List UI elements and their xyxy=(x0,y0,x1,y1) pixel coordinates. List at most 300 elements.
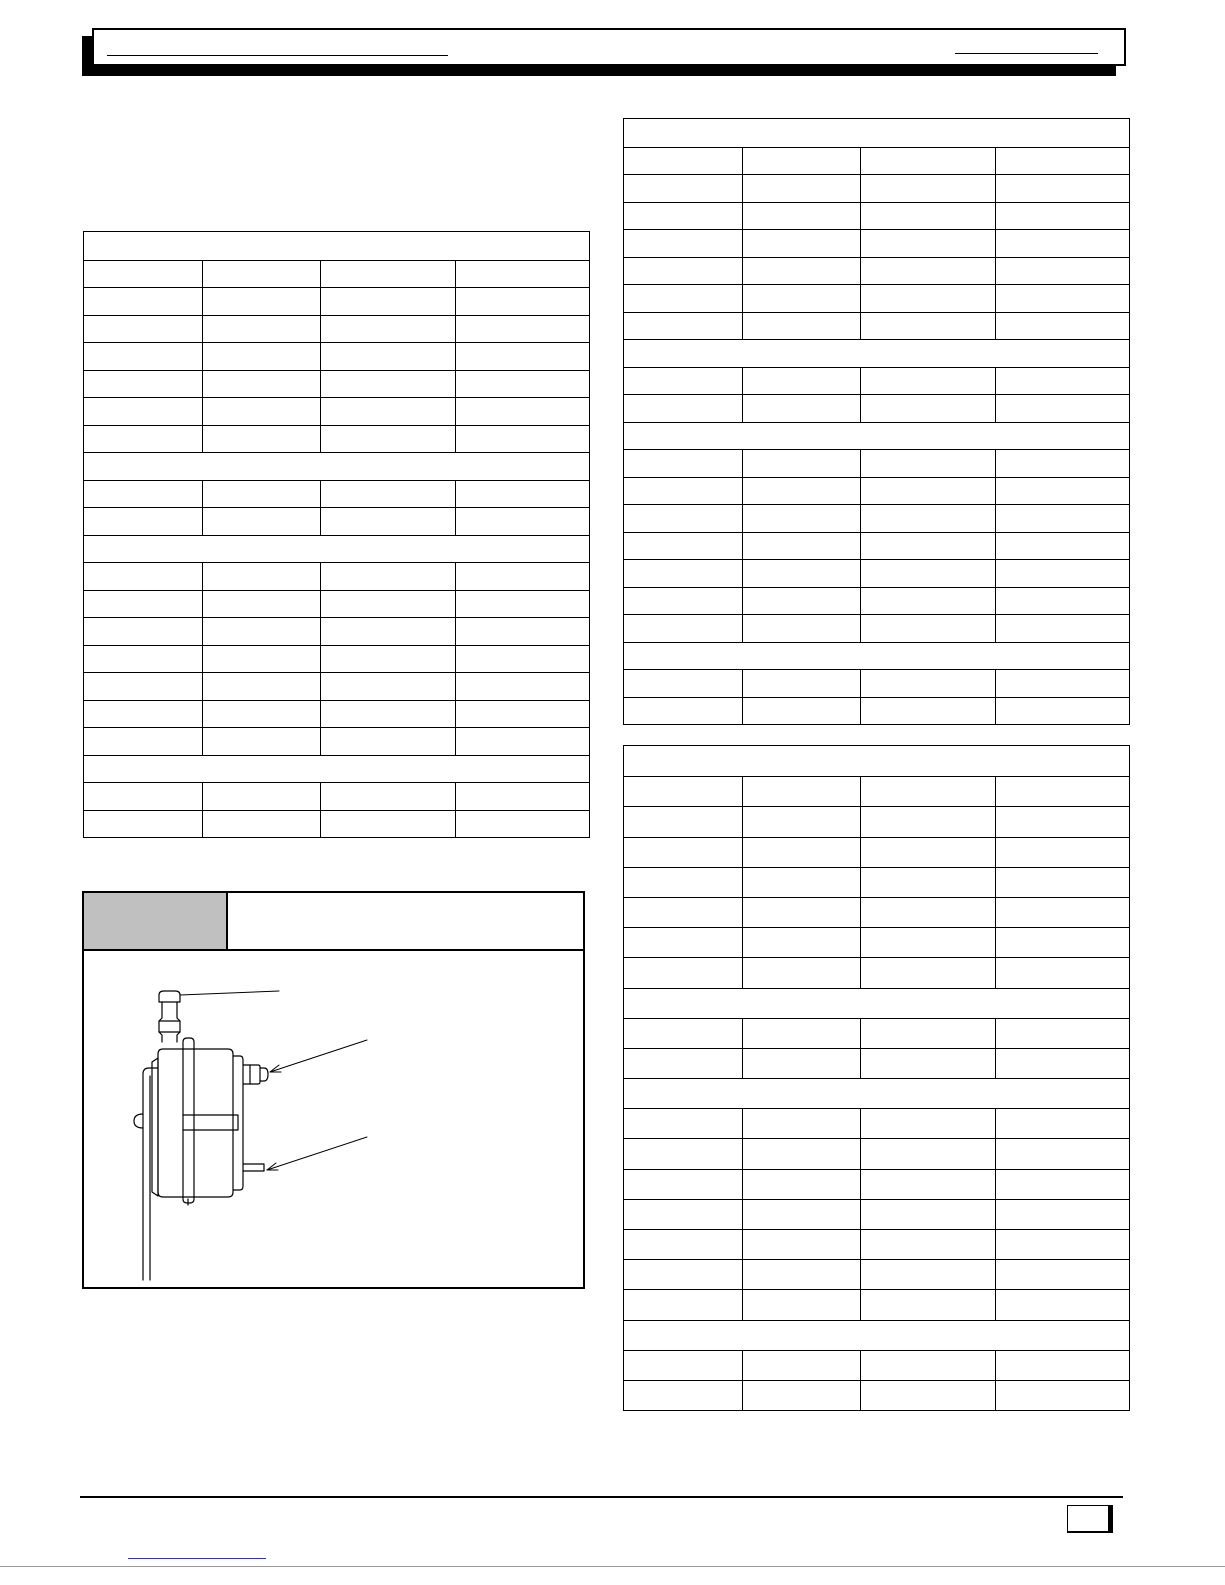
table-cell xyxy=(624,175,742,202)
table-row xyxy=(624,174,1129,202)
table-cell xyxy=(742,868,861,897)
table-cell xyxy=(860,230,994,257)
table-section-title-row xyxy=(624,339,1129,367)
table-cell xyxy=(624,807,742,836)
table-cell xyxy=(624,1200,742,1229)
table-cell xyxy=(455,398,589,425)
table-cell xyxy=(860,777,994,806)
header-banner xyxy=(92,28,1126,66)
table-section-title xyxy=(624,1321,1129,1350)
table-cell xyxy=(320,371,454,398)
table-cell xyxy=(995,1109,1129,1138)
table-cell xyxy=(860,258,994,285)
pressure-port xyxy=(243,1065,268,1084)
table-cell xyxy=(84,288,202,315)
table-cell xyxy=(320,398,454,425)
table-cell xyxy=(995,1260,1129,1289)
table-cell xyxy=(860,588,994,615)
table-row xyxy=(624,776,1129,806)
table-cell xyxy=(995,203,1129,230)
table-row xyxy=(84,425,589,453)
table-cell xyxy=(742,1049,861,1078)
table-section-title xyxy=(624,423,1129,450)
table-cell xyxy=(202,426,321,453)
table-cell xyxy=(202,371,321,398)
table-cell xyxy=(84,481,202,508)
table-cell xyxy=(624,1049,742,1078)
table-row xyxy=(624,257,1129,285)
table-cell xyxy=(995,838,1129,867)
table-cell xyxy=(742,588,861,615)
table-row xyxy=(624,504,1129,532)
table-cell xyxy=(320,343,454,370)
table-cell xyxy=(455,316,589,343)
table-cell xyxy=(84,673,202,700)
table-cell xyxy=(742,258,861,285)
table-cell xyxy=(202,343,321,370)
table-section-title-row xyxy=(624,1320,1129,1350)
table-row xyxy=(624,1048,1129,1078)
table-section-title-row xyxy=(84,232,589,260)
table-cell xyxy=(860,838,994,867)
header-title-rule xyxy=(107,55,448,56)
table-cell xyxy=(742,533,861,560)
table-cell xyxy=(995,1351,1129,1380)
table-cell xyxy=(860,313,994,340)
table-row xyxy=(624,957,1129,987)
table-section-title-row xyxy=(84,452,589,480)
table-cell xyxy=(455,481,589,508)
table-cell xyxy=(202,481,321,508)
footer-rule xyxy=(80,1496,1123,1498)
table-row xyxy=(624,202,1129,230)
table-cell xyxy=(455,261,589,288)
table-row xyxy=(84,700,589,728)
table-cell xyxy=(84,261,202,288)
table-section-title-row xyxy=(624,642,1129,670)
table-cell xyxy=(624,928,742,957)
table-cell xyxy=(84,783,202,810)
table-cell xyxy=(742,1200,861,1229)
table-cell xyxy=(995,560,1129,587)
table-row xyxy=(84,810,589,838)
table-cell xyxy=(742,1351,861,1380)
table-row xyxy=(84,287,589,315)
table-cell xyxy=(455,728,589,755)
table-cell xyxy=(995,615,1129,642)
table-cell xyxy=(742,560,861,587)
table-cell xyxy=(995,505,1129,532)
table-cell xyxy=(995,1230,1129,1259)
table-cell xyxy=(202,646,321,673)
table-cell xyxy=(742,807,861,836)
table-cell xyxy=(624,450,742,477)
table-cell xyxy=(455,371,589,398)
table-cell xyxy=(742,395,861,422)
table-cell xyxy=(860,395,994,422)
table-row xyxy=(624,312,1129,340)
table-cell xyxy=(742,1290,861,1319)
table-cell xyxy=(742,698,861,725)
table-cell xyxy=(742,175,861,202)
table-cell xyxy=(624,1381,742,1410)
table-cell xyxy=(995,1200,1129,1229)
table-cell xyxy=(995,670,1129,697)
table-cell xyxy=(624,203,742,230)
table-cell xyxy=(455,426,589,453)
table-cell xyxy=(995,868,1129,897)
table-cell xyxy=(860,478,994,505)
table-cell xyxy=(995,1049,1129,1078)
table-cell xyxy=(624,258,742,285)
table-cell xyxy=(320,783,454,810)
table-cell xyxy=(995,395,1129,422)
table-cell xyxy=(860,1381,994,1410)
table-row xyxy=(84,397,589,425)
table-row xyxy=(624,367,1129,395)
table-section-title xyxy=(624,340,1129,367)
footer-link[interactable] xyxy=(128,1558,266,1559)
table-row xyxy=(624,532,1129,560)
table-cell xyxy=(860,560,994,587)
table-cell xyxy=(455,343,589,370)
table-section-title-row xyxy=(84,755,589,783)
table-cell xyxy=(84,508,202,535)
table-cell xyxy=(742,958,861,987)
table-cell xyxy=(624,1290,742,1319)
table-cell xyxy=(202,261,321,288)
table-cell xyxy=(860,958,994,987)
spec-table-left xyxy=(83,231,590,838)
table-section-title-row xyxy=(84,535,589,563)
table-row xyxy=(624,394,1129,422)
table-cell xyxy=(860,1260,994,1289)
table-cell xyxy=(995,1019,1129,1048)
table-cell xyxy=(995,285,1129,312)
table-cell xyxy=(742,505,861,532)
table-section-title-row xyxy=(624,988,1129,1018)
table-cell xyxy=(320,646,454,673)
table-cell xyxy=(742,285,861,312)
table-row xyxy=(84,645,589,673)
table-row xyxy=(84,315,589,343)
table-row xyxy=(624,927,1129,957)
table-cell xyxy=(202,508,321,535)
table-cell xyxy=(742,1260,861,1289)
table-cell xyxy=(995,533,1129,560)
table-row xyxy=(624,669,1129,697)
page-number-box xyxy=(1067,1505,1113,1533)
table-cell xyxy=(84,618,202,645)
table-cell xyxy=(320,673,454,700)
table-cell xyxy=(860,615,994,642)
table-cell xyxy=(742,615,861,642)
table-row xyxy=(624,1138,1129,1168)
table-cell xyxy=(624,615,742,642)
table-section-title xyxy=(624,746,1129,776)
table-row xyxy=(624,837,1129,867)
table-cell xyxy=(202,673,321,700)
table-cell xyxy=(624,898,742,927)
table-cell xyxy=(995,928,1129,957)
table-cell xyxy=(84,646,202,673)
table-cell xyxy=(995,958,1129,987)
table-cell xyxy=(624,670,742,697)
table-cell xyxy=(742,1170,861,1199)
table-cell xyxy=(455,673,589,700)
callout-leader-lines xyxy=(267,1040,367,1170)
table-cell xyxy=(742,1019,861,1048)
table-cell xyxy=(742,1109,861,1138)
table-row xyxy=(624,1108,1129,1138)
table-row xyxy=(624,1169,1129,1199)
table-cell xyxy=(84,371,202,398)
table-cell xyxy=(320,563,454,590)
table-cell xyxy=(455,811,589,838)
table-cell xyxy=(320,811,454,838)
table-cell xyxy=(995,1139,1129,1168)
table-cell xyxy=(995,898,1129,927)
table-row xyxy=(624,697,1129,725)
table-cell xyxy=(624,313,742,340)
table-row xyxy=(84,370,589,398)
table-cell xyxy=(455,288,589,315)
table-cell xyxy=(624,838,742,867)
table-cell xyxy=(320,618,454,645)
table-cell xyxy=(624,1109,742,1138)
table-cell xyxy=(320,701,454,728)
table-cell xyxy=(742,670,861,697)
table-section-title-row xyxy=(624,746,1129,776)
table-cell xyxy=(995,450,1129,477)
table-row xyxy=(624,559,1129,587)
table-cell xyxy=(742,230,861,257)
table-cell xyxy=(84,426,202,453)
table-cell xyxy=(84,398,202,425)
table-cell xyxy=(320,316,454,343)
table-cell xyxy=(624,533,742,560)
table-cell xyxy=(860,898,994,927)
table-cell xyxy=(742,478,861,505)
table-cell xyxy=(742,203,861,230)
table-cell xyxy=(860,1049,994,1078)
table-cell xyxy=(860,505,994,532)
table-cell xyxy=(860,868,994,897)
table-cell xyxy=(202,701,321,728)
table-row xyxy=(84,672,589,700)
table-row xyxy=(624,1018,1129,1048)
table-cell xyxy=(84,563,202,590)
table-cell xyxy=(860,148,994,175)
table-cell xyxy=(995,478,1129,505)
spec-table-right-top xyxy=(623,118,1130,725)
table-cell xyxy=(624,230,742,257)
table-section-title xyxy=(624,989,1129,1018)
table-cell xyxy=(860,368,994,395)
table-row xyxy=(624,1289,1129,1319)
table-row xyxy=(624,587,1129,615)
table-cell xyxy=(860,1019,994,1048)
table-cell xyxy=(455,591,589,618)
table-row xyxy=(624,1259,1129,1289)
table-cell xyxy=(624,368,742,395)
table-cell xyxy=(624,868,742,897)
page-bottom-edge xyxy=(0,1566,1225,1567)
table-cell xyxy=(860,1230,994,1259)
table-row xyxy=(624,1350,1129,1380)
table-row xyxy=(624,897,1129,927)
table-cell xyxy=(995,175,1129,202)
table-cell xyxy=(320,426,454,453)
table-cell xyxy=(995,588,1129,615)
table-row xyxy=(624,806,1129,836)
table-cell xyxy=(624,698,742,725)
table-row xyxy=(84,507,589,535)
table-cell xyxy=(995,698,1129,725)
table-cell xyxy=(624,395,742,422)
table-cell xyxy=(742,450,861,477)
table-cell xyxy=(742,928,861,957)
table-row xyxy=(624,284,1129,312)
table-cell xyxy=(624,285,742,312)
table-cell xyxy=(320,591,454,618)
table-cell xyxy=(860,285,994,312)
table-cell xyxy=(624,1019,742,1048)
table-section-title-row xyxy=(624,1078,1129,1108)
table-row xyxy=(624,229,1129,257)
table-row xyxy=(84,342,589,370)
table-cell xyxy=(995,1381,1129,1410)
table-cell xyxy=(455,618,589,645)
table-cell xyxy=(320,288,454,315)
table-cell xyxy=(624,1139,742,1168)
table-cell xyxy=(624,478,742,505)
table-cell xyxy=(742,1230,861,1259)
table-cell xyxy=(995,258,1129,285)
electrical-terminal xyxy=(243,1164,264,1171)
table-section-title xyxy=(624,119,1129,147)
table-cell xyxy=(860,450,994,477)
table-cell xyxy=(624,1351,742,1380)
table-cell xyxy=(624,777,742,806)
table-cell xyxy=(995,1170,1129,1199)
table-cell xyxy=(202,288,321,315)
table-row xyxy=(624,147,1129,175)
table-cell xyxy=(202,618,321,645)
spec-table-right-bottom xyxy=(623,745,1130,1411)
table-cell xyxy=(860,807,994,836)
table-cell xyxy=(995,1290,1129,1319)
table-row xyxy=(84,480,589,508)
pressure-switch-drawing xyxy=(82,891,585,1289)
table-cell xyxy=(860,928,994,957)
table-cell xyxy=(995,777,1129,806)
table-cell xyxy=(320,728,454,755)
table-cell xyxy=(202,563,321,590)
table-row xyxy=(84,782,589,810)
table-cell xyxy=(860,533,994,560)
table-row xyxy=(624,1229,1129,1259)
table-cell xyxy=(320,481,454,508)
figure-panel xyxy=(82,891,585,1289)
table-section-title xyxy=(84,536,589,563)
table-cell xyxy=(624,505,742,532)
table-cell xyxy=(742,368,861,395)
table-cell xyxy=(84,591,202,618)
table-section-title xyxy=(84,756,589,783)
header-section-rule xyxy=(955,53,1098,54)
table-cell xyxy=(995,313,1129,340)
table-cell xyxy=(84,701,202,728)
table-cell xyxy=(860,1139,994,1168)
table-cell xyxy=(995,148,1129,175)
table-cell xyxy=(202,811,321,838)
table-cell xyxy=(455,646,589,673)
table-row xyxy=(624,614,1129,642)
table-cell xyxy=(742,1139,861,1168)
table-cell xyxy=(84,343,202,370)
table-cell xyxy=(860,1290,994,1319)
table-cell xyxy=(624,560,742,587)
table-row xyxy=(624,867,1129,897)
table-cell xyxy=(995,807,1129,836)
switch-body xyxy=(152,1038,243,1205)
table-cell xyxy=(742,148,861,175)
table-cell xyxy=(84,316,202,343)
table-cell xyxy=(860,1170,994,1199)
table-cell xyxy=(202,316,321,343)
table-cell xyxy=(995,368,1129,395)
table-cell xyxy=(455,508,589,535)
table-cell xyxy=(624,1170,742,1199)
table-section-title xyxy=(624,1079,1129,1108)
table-row xyxy=(84,562,589,590)
table-row xyxy=(84,260,589,288)
table-cell xyxy=(624,588,742,615)
table-cell xyxy=(742,898,861,927)
table-cell xyxy=(860,670,994,697)
table-cell xyxy=(995,230,1129,257)
mounting-plate xyxy=(134,1068,158,1280)
table-section-title xyxy=(84,232,589,260)
table-section-title-row xyxy=(624,422,1129,450)
table-cell xyxy=(455,701,589,728)
table-cell xyxy=(320,261,454,288)
table-section-title-row xyxy=(624,119,1129,147)
table-row xyxy=(624,449,1129,477)
table-cell xyxy=(624,1230,742,1259)
table-cell xyxy=(202,783,321,810)
table-cell xyxy=(742,313,861,340)
table-section-title xyxy=(84,453,589,480)
table-row xyxy=(624,1199,1129,1229)
table-cell xyxy=(742,777,861,806)
table-cell xyxy=(202,728,321,755)
table-row xyxy=(84,727,589,755)
table-cell xyxy=(624,1260,742,1289)
table-row xyxy=(624,477,1129,505)
table-section-title xyxy=(624,643,1129,670)
table-cell xyxy=(742,838,861,867)
table-cell xyxy=(860,175,994,202)
table-row xyxy=(624,1380,1129,1410)
top-nozzle xyxy=(159,991,279,1042)
table-cell xyxy=(624,958,742,987)
table-cell xyxy=(860,1109,994,1138)
table-cell xyxy=(320,508,454,535)
table-cell xyxy=(455,783,589,810)
table-cell xyxy=(84,728,202,755)
